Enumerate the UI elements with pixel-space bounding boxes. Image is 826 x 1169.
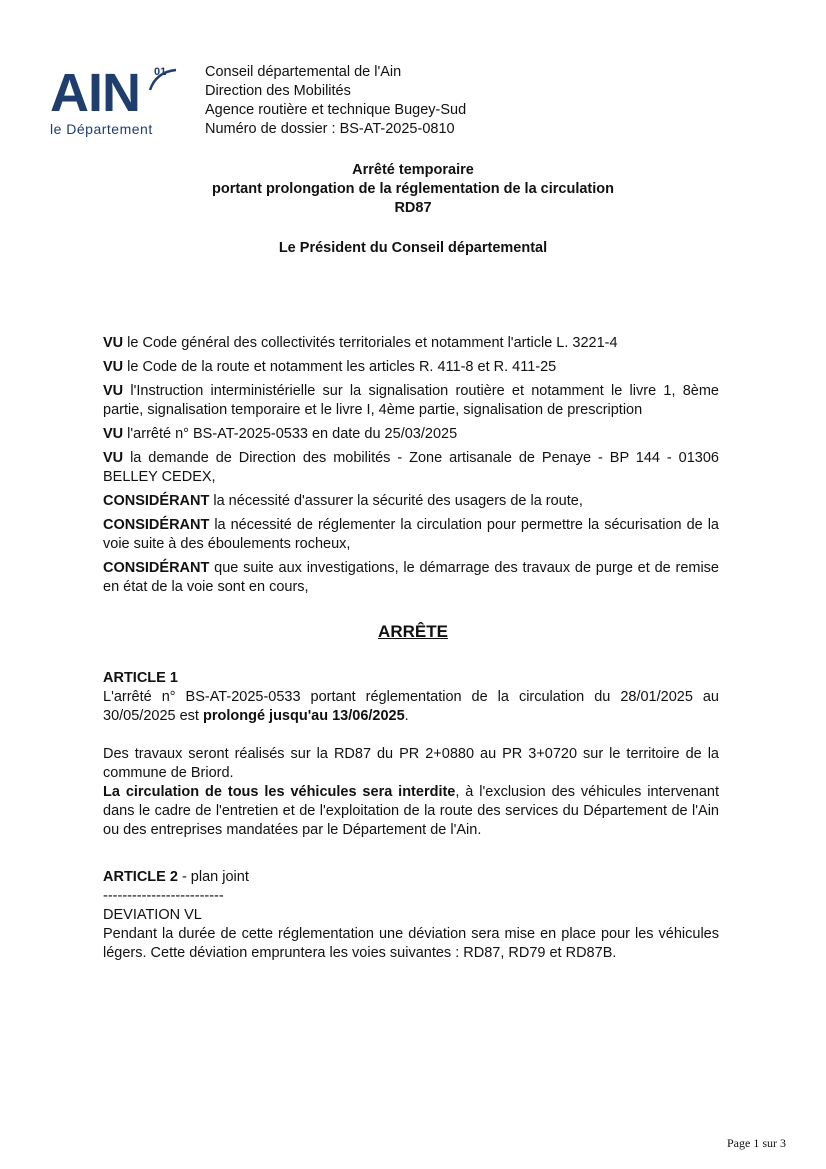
file-number: Numéro de dossier : BS-AT-2025-0810 — [205, 121, 455, 137]
article-paragraph: L'arrêté n° BS-AT-2025-0533 portant réglementation de la circulation du 28/01/2025 au 30/05/2025 est prolongé jusqu'au 13/06/2025. — [103, 689, 719, 724]
logo-number: 01 — [154, 66, 167, 78]
consideration-item: VU le Code général des collectivités territoriales et notamment l'article L. 3221-4 — [103, 335, 618, 351]
article-paragraph: La circulation de tous les véhicules sera interdite, à l'exclusion des véhicules intervenant dans le cadre de l'entretien et de l'exploitation de la route des services du Département de l'Ain ou des entreprises mandatées par le Département de l'Ain. — [103, 784, 719, 838]
header-line: Direction des Mobilités — [205, 83, 351, 99]
section-subheading: DEVIATION VL — [103, 907, 202, 923]
article-1 — [103, 669, 719, 840]
decree-heading: ARRÊTE — [378, 622, 448, 641]
consideration-item: VU l'Instruction interministérielle sur la signalisation routière et notamment le livre 1, 8ème partie, signalisation temporaire et le livre I, 4ème partie, signalisation de prescription — [103, 383, 719, 418]
article-heading: ARTICLE 2 - plan joint — [103, 869, 249, 885]
considerations-block — [103, 334, 719, 602]
consideration-item: CONSIDÉRANT la nécessité d'assurer la sécurité des usagers de la route, — [103, 493, 583, 509]
article-paragraph: Des travaux seront réalisés sur la RD87 du PR 2+0880 au PR 3+0720 sur le territoire de la commune de Briord. — [103, 746, 719, 781]
article-paragraph: Pendant la durée de cette réglementation une déviation sera mise en place pour les véhicules légers. Cette déviation empruntera les voies suivantes : RD87, RD79 et RD87B. — [103, 926, 719, 961]
logo-subtitle: le Département — [50, 121, 153, 137]
consideration-item: VU la demande de Direction des mobilités - Zone artisanale de Penaye - BP 144 - 01306 BELLEY CEDEX, — [103, 450, 719, 485]
consideration-item: CONSIDÉRANT la nécessité de réglementer la circulation pour permettre la sécurisation de la voie suite à des éboulements rocheux, — [103, 517, 719, 552]
header-line: Conseil départemental de l'Ain — [205, 64, 402, 80]
header-line: Agence routière et technique Bugey-Sud — [205, 102, 467, 118]
document-title: Arrêté temporaire — [352, 162, 474, 178]
article-2 — [103, 868, 719, 963]
consideration-item: VU le Code de la route et notamment les articles R. 411-8 et R. 411-25 — [103, 359, 557, 375]
article-heading: ARTICLE 1 — [103, 670, 178, 686]
issuer-header — [205, 63, 466, 139]
departement-logo — [48, 63, 176, 138]
consideration-item: VU l'arrêté n° BS-AT-2025-0533 en date du 25/03/2025 — [103, 426, 458, 442]
consideration-item: CONSIDÉRANT que suite aux investigations, le démarrage des travaux de purge et de remise en état de la voie sont en cours, — [103, 560, 719, 595]
road-reference: RD87 — [394, 200, 432, 216]
issuer-title: Le Président du Conseil départemental — [278, 240, 548, 256]
separator: ------------------------- — [103, 888, 224, 904]
page-number: Page 1 sur 3 — [727, 1136, 786, 1150]
logo-brand: AIN — [50, 63, 140, 123]
document-subtitle: portant prolongation de la réglementation de la circulation — [211, 181, 614, 197]
